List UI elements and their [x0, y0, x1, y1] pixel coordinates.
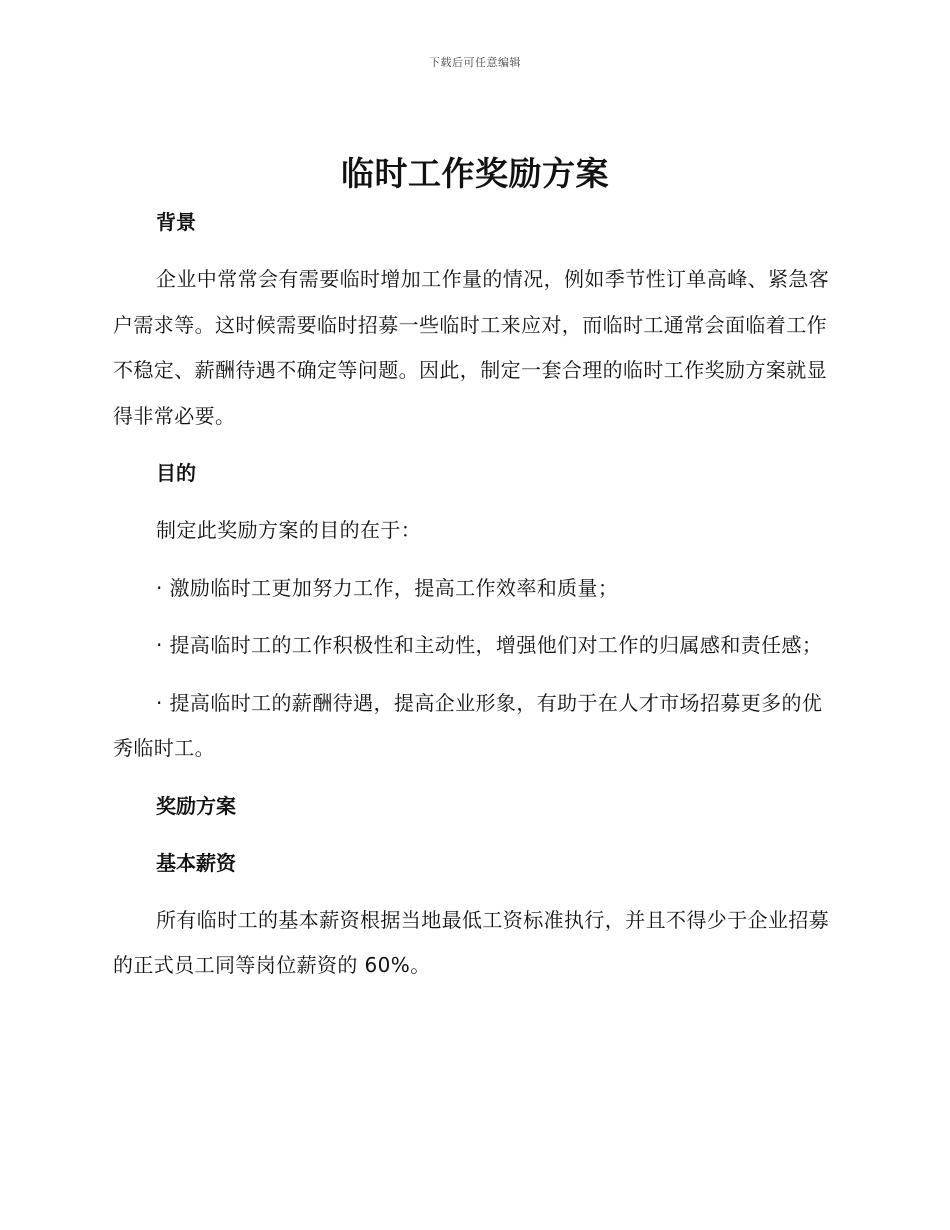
- purpose-bullet-2: · 提高临时工的工作积极性和主动性，增强他们对工作的归属感和责任感；: [156, 633, 823, 657]
- subsection-heading-base-salary: 基本薪资: [156, 850, 236, 875]
- purpose-bullet-3: · 提高临时工的薪酬待遇，提高企业形象，有助于在人才市场招募更多的优秀临时工。: [113, 690, 823, 760]
- document-title: 临时工作奖励方案: [341, 154, 609, 193]
- section-heading-background: 背景: [156, 210, 196, 234]
- purpose-intro: 制定此奖励方案的目的在于：: [156, 518, 422, 542]
- purpose-bullet-1: · 激励临时工更加努力工作，提高工作效率和质量；: [156, 575, 619, 600]
- section-heading-plan: 奖励方案: [156, 793, 236, 818]
- document-body: [113, 200, 831, 989]
- page-header-note: 下载后可任意编辑: [429, 56, 521, 69]
- section-heading-purpose: 目的: [156, 461, 196, 485]
- background-paragraph: 企业中常常会有需要临时增加工作量的情况，例如季节性订单高峰、紧急客户需求等。这时候需要临时招募一些临时工来应对，而临时工通常会面临着工作不稳定、薪酬待遇不确定等问题。因此，制定一套合理的临时工作奖励方案就显得非常必要。: [113, 267, 830, 428]
- base-salary-paragraph: 所有临时工的基本薪资根据当地最低工资标准执行，并且不得少于企业招募的正式员工同等岗位薪资的 60%。: [113, 907, 830, 977]
